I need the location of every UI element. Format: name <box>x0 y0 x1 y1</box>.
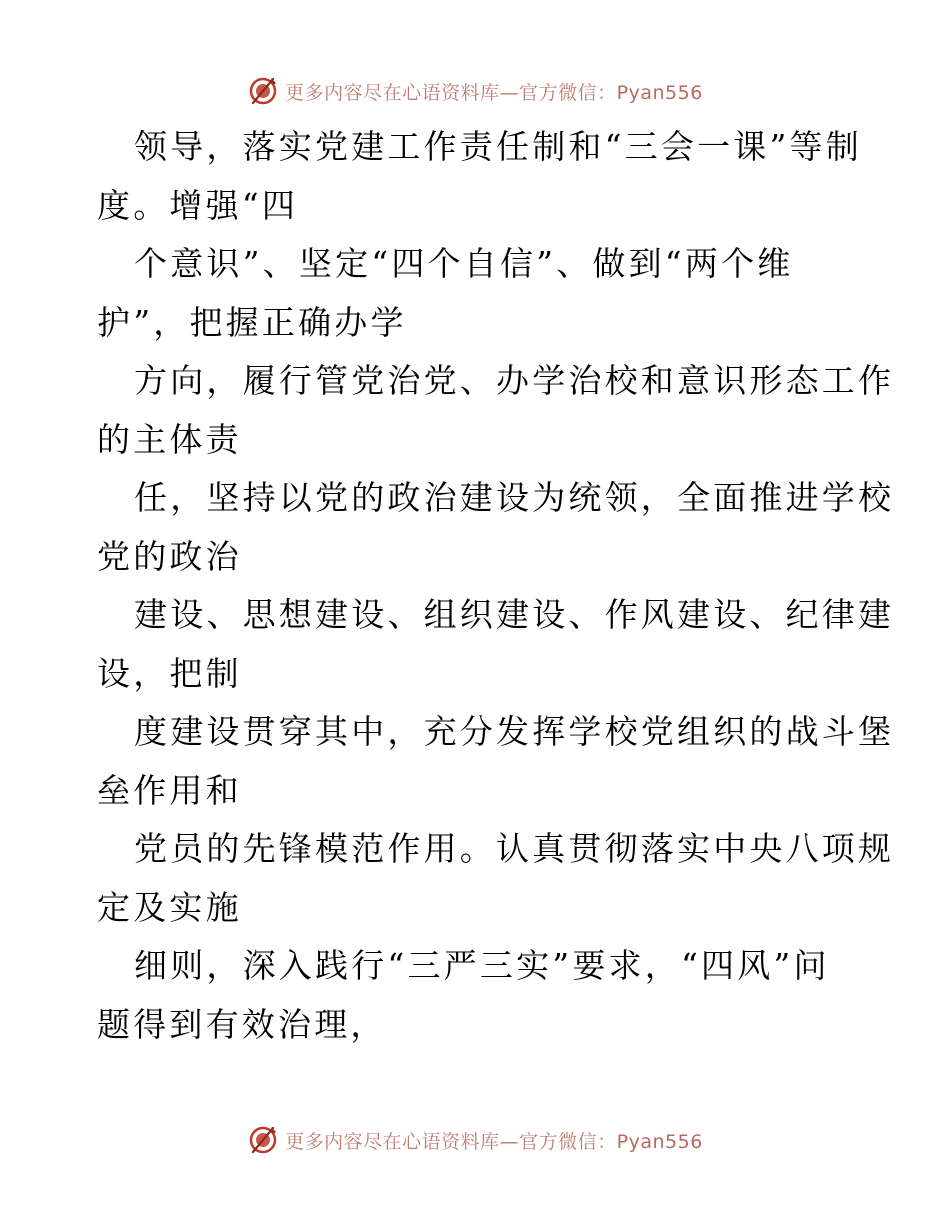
text-line: 设，把制 <box>97 653 242 693</box>
text-line: 度。增强“四 <box>97 185 299 225</box>
text-line: 个意识”、坚定“四个自信”、做到“两个维 <box>134 244 794 283</box>
pen-seal-logo-icon <box>247 75 279 107</box>
header-watermark <box>0 71 950 111</box>
text-line: 领导，落实党建工作责任制和“三会一课”等制 <box>134 127 862 166</box>
watermark-text: 更多内容尽在心语资料库—官方微信：Pyan556 <box>285 81 703 104</box>
text-line: 细则，深入践行“三严三实”要求，“四风”问 <box>134 946 830 985</box>
document-body <box>97 118 895 1054</box>
text-line: 建设、思想建设、组织建设、作风建设、纪律建 <box>134 595 895 634</box>
watermark-text: 更多内容尽在心语资料库—官方微信：Pyan556 <box>285 1130 703 1153</box>
text-line: 题得到有效治理， <box>97 1004 387 1044</box>
text-line: 任，坚持以党的政治建设为统领，全面推进学校 <box>134 478 895 517</box>
text-line: 垒作用和 <box>97 770 242 810</box>
text-line: 定及实施 <box>97 887 242 927</box>
footer-watermark <box>0 1120 950 1160</box>
watermark-handle: Pyan556 <box>616 1130 703 1153</box>
pen-seal-logo-icon <box>247 1124 279 1156</box>
text-line: 护”，把握正确办学 <box>97 302 407 342</box>
text-line: 党员的先锋模范作用。认真贯彻落实中央八项规 <box>134 829 895 868</box>
text-line: 度建设贯穿其中，充分发挥学校党组织的战斗堡 <box>134 712 895 751</box>
text-line: 的主体责 <box>97 419 242 459</box>
text-line: 党的政治 <box>97 536 242 576</box>
watermark-handle: Pyan556 <box>616 81 703 104</box>
text-line: 方向，履行管党治党、办学治校和意识形态工作 <box>134 361 895 400</box>
